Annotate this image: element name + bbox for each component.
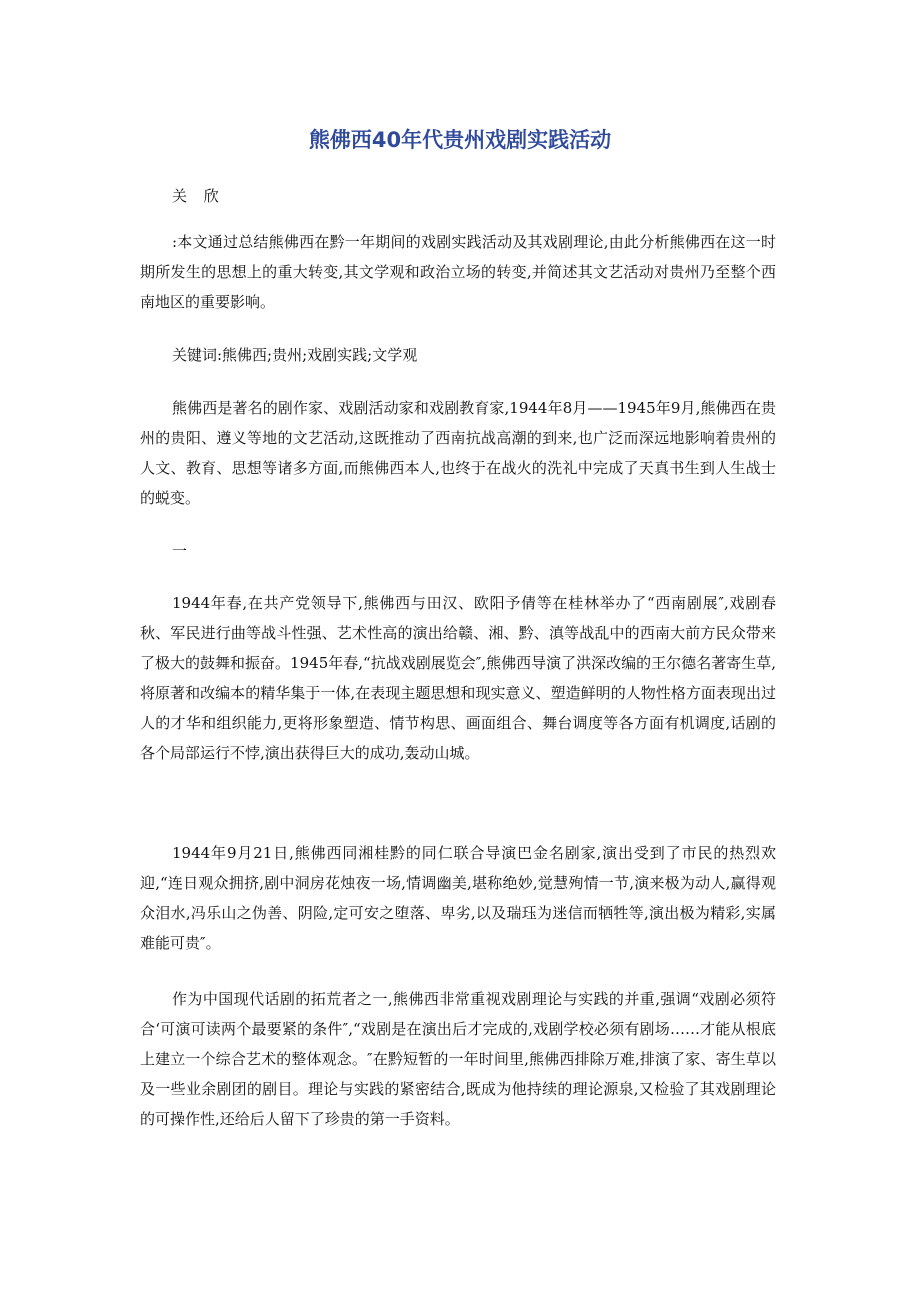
document-title: 熊佛西40年代贵州戏剧实践活动 <box>308 128 612 152</box>
keywords-line: 关键词:熊佛西;贵州;戏剧实践;文学观 <box>172 346 418 364</box>
section-heading: 一 <box>172 542 188 560</box>
intro-paragraph: 熊佛西是著名的剧作家、戏剧活动家和戏剧教育家,1944年8月——1945年9月,熊佛西在贵州的贵阳、遵义等地的文艺活动,这既推动了西南抗战高潮的到来,也广泛而深远地影响着贵州的人文、教育、思想等诸多方面,而熊佛西本人,也终于在战火的洗礼中完成了天真书生到人生战士的蜕变。 <box>140 399 776 507</box>
abstract-paragraph: :本文通过总结熊佛西在黔一年期间的戏剧实践活动及其戏剧理论,由此分析熊佛西在这一时期所发生的思想上的重大转变,其文学观和政治立场的转变,并简述其文艺活动对贵州乃至整个西南地区的重要影响。 <box>140 233 776 311</box>
body-paragraph: 作为中国现代话剧的拓荒者之一,熊佛西非常重视戏剧理论与实践的并重,强调“戏剧必须符合‘可演可读两个最要紧的条件″,“戏剧是在演出后才完成的,戏剧学校必须有剧场……才能从根底上建立一个综合艺术的整体观念。″在黔短暂的一年时间里,熊佛西排除万难,排演了家、寄生草以及一些业余剧团的剧目。理论与实践的紧密结合,既成为他持续的理论源泉,又检验了其戏剧理论的可操作性,还给后人留下了珍贵的第一手资料。 <box>140 990 776 1128</box>
body-paragraph: 1944年春,在共产党领导下,熊佛西与田汉、欧阳予倩等在桂林举办了“西南剧展″,戏剧春秋、军民进行曲等战斗性强、艺术性高的演出给赣、湘、黔、滇等战乱中的西南大前方民众带来了极大的鼓舞和振奋。1945年春,“抗战戏剧展览会″,熊佛西导演了洪深改编的王尔德名著寄生草,将原著和改编本的精华集于一体,在表现主题思想和现实意义、塑造鲜明的人物性格方面表现出过人的才华和组织能力,更将形象塑造、情节构思、画面组合、舞台调度等各方面有机调度,话剧的各个局部运行不悖,演出获得巨大的成功,轰动山城。 <box>140 594 776 762</box>
body-paragraph: 1944年9月21日,熊佛西同湘桂黔的同仁联合导演巴金名剧家,演出受到了市民的热烈欢迎,“连日观众拥挤,剧中洞房花烛夜一场,情调幽美,堪称绝妙,觉慧殉情一节,演来极为动人,赢得观众泪水,冯乐山之伪善、阴险,定可安之堕落、卑劣,以及瑞珏为迷信而牺牲等,演出极为精彩,实属难能可贵″。 <box>140 844 776 952</box>
author-name: 关 欣 <box>172 187 225 205</box>
